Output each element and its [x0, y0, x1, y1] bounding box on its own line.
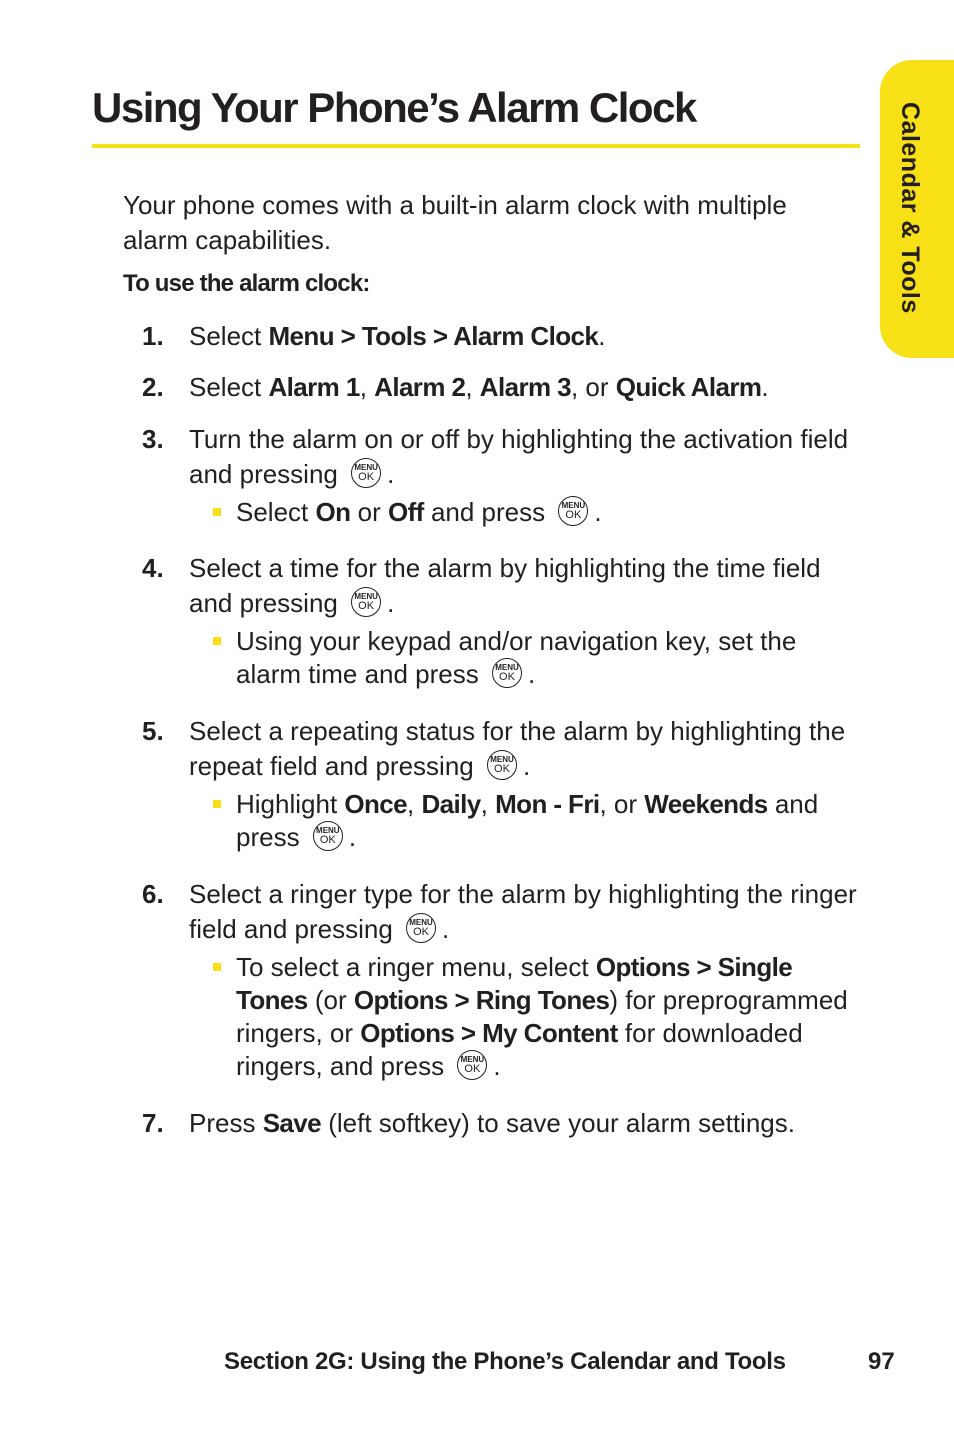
menu-ok-key-icon: MENU OK — [313, 821, 343, 851]
title-underline — [92, 144, 860, 148]
step-4 — [142, 551, 862, 691]
step-number: 7. — [142, 1108, 164, 1138]
step-text: Select a time for the alarm by highlighting the time field and pressing MENU OK . — [189, 553, 821, 618]
step-2 — [142, 370, 862, 405]
menu-ok-key-icon: MENU OK — [492, 658, 522, 688]
step-number: 5. — [142, 716, 164, 746]
step-7 — [142, 1106, 862, 1141]
menu-ok-key-icon: MENU OK — [558, 496, 588, 526]
step-number: 1. — [142, 321, 164, 351]
step-6-bullet: To select a ringer menu, select Options > Single Tones (or Options > Ring Tones) for preprogrammed ringers, or Options > My Content for downloaded ringers, and press MENU OK . — [236, 951, 862, 1083]
step-3 — [142, 422, 862, 529]
step-number: 3. — [142, 424, 164, 454]
step-1 — [142, 319, 862, 354]
side-tab-label: Calendar & Tools — [896, 102, 924, 314]
page-title: Using Your Phone’s Alarm Clock — [92, 84, 696, 131]
menu-ok-key-icon: MENU OK — [351, 587, 381, 617]
menu-ok-key-icon: MENU OK — [487, 750, 517, 780]
bullet-square-icon — [213, 963, 221, 971]
step-4-bullet: Using your keypad and/or navigation key, set the alarm time and press MENU OK . — [236, 625, 862, 691]
step-text: Select Alarm 1, Alarm 2, Alarm 3, or Quick Alarm. — [189, 372, 769, 402]
menu-ok-key-icon: MENU OK — [457, 1050, 487, 1080]
page-footer: Section 2G: Using the Phone’s Calendar and Tools — [224, 1348, 786, 1375]
step-text: Select Menu > Tools > Alarm Clock. — [189, 321, 606, 351]
step-5 — [142, 714, 862, 854]
intro-paragraph: Your phone comes with a built-in alarm clock with multiple alarm capabilities. — [123, 190, 787, 255]
step-3-bullet: Select On or Off and press MENU OK . — [236, 496, 862, 529]
menu-ok-key-icon: MENU OK — [406, 913, 436, 943]
step-text: Turn the alarm on or off by highlighting the activation field and pressing MENU OK . — [189, 424, 849, 489]
bullet-square-icon — [213, 637, 221, 645]
step-6 — [142, 877, 862, 1083]
page-number: 97 — [868, 1348, 895, 1375]
step-text: Press Save (left softkey) to save your alarm settings. — [189, 1108, 795, 1138]
step-text: Select a ringer type for the alarm by highlighting the ringer field and pressing MENU OK . — [189, 879, 857, 944]
step-text: Select a repeating status for the alarm by highlighting the repeat field and pressing MENU OK . — [189, 716, 846, 781]
step-5-bullet: Highlight Once, Daily, Mon - Fri, or Weekends and press MENU OK . — [236, 788, 862, 854]
menu-ok-key-icon: MENU OK — [351, 458, 381, 488]
step-number: 2. — [142, 372, 164, 402]
procedure-heading: To use the alarm clock: — [123, 270, 370, 297]
bullet-square-icon — [213, 508, 221, 516]
step-number: 6. — [142, 879, 164, 909]
bullet-square-icon — [213, 800, 221, 808]
step-number: 4. — [142, 553, 164, 583]
section-side-tab — [880, 60, 954, 358]
